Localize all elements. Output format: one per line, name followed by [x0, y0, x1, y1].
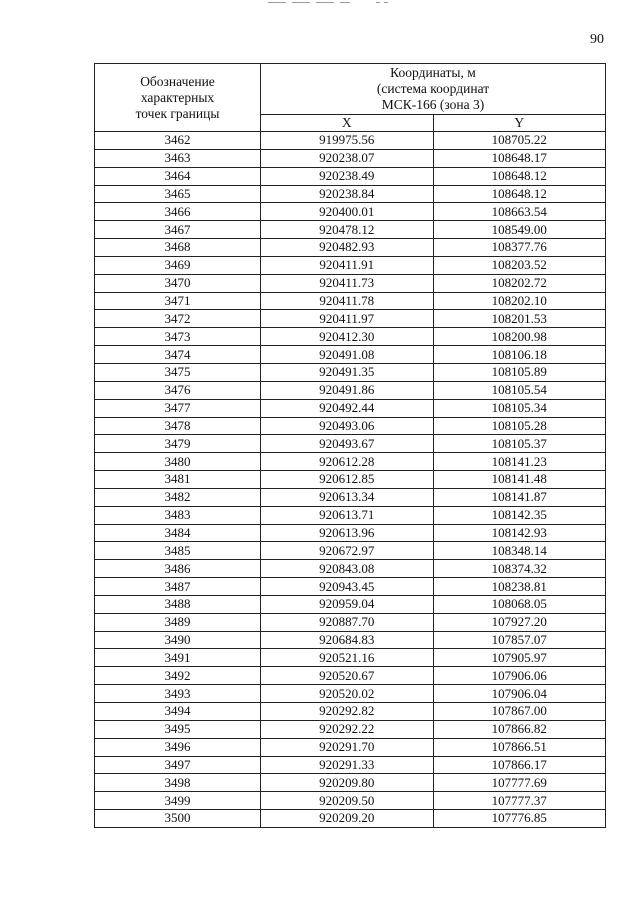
y-coordinate-cell: 107777.37	[433, 792, 606, 810]
x-coordinate-cell: 919975.56	[261, 132, 434, 150]
point-id-cell: 3479	[95, 435, 261, 453]
point-id-cell: 3496	[95, 738, 261, 756]
point-id-cell: 3463	[95, 149, 261, 167]
table-row	[95, 239, 606, 257]
top-edge-marks	[268, 0, 408, 6]
table-row	[95, 256, 606, 274]
table-row	[95, 435, 606, 453]
header-point-line-3: точек границы	[135, 105, 220, 121]
y-coordinate-cell: 108705.22	[433, 132, 606, 150]
table-row	[95, 613, 606, 631]
x-coordinate-cell: 920843.08	[261, 560, 434, 578]
point-id-cell: 3464	[95, 167, 261, 185]
x-coordinate-cell: 920521.16	[261, 649, 434, 667]
x-coordinate-cell: 920493.67	[261, 435, 434, 453]
table-row	[95, 810, 606, 828]
table-row	[95, 720, 606, 738]
table-row	[95, 310, 606, 328]
point-id-cell: 3494	[95, 703, 261, 721]
table-row	[95, 274, 606, 292]
y-coordinate-cell: 108142.35	[433, 506, 606, 524]
x-coordinate-cell: 920520.67	[261, 667, 434, 685]
y-coordinate-cell: 108068.05	[433, 595, 606, 613]
point-id-cell: 3483	[95, 506, 261, 524]
y-coordinate-cell: 108348.14	[433, 542, 606, 560]
header-point-designation	[95, 64, 261, 132]
point-id-cell: 3498	[95, 774, 261, 792]
y-coordinate-cell: 108105.89	[433, 363, 606, 381]
table-row	[95, 649, 606, 667]
y-coordinate-cell: 108141.48	[433, 471, 606, 489]
point-id-cell: 3478	[95, 417, 261, 435]
y-coordinate-cell: 107777.69	[433, 774, 606, 792]
y-coordinate-cell: 108141.87	[433, 488, 606, 506]
table-row	[95, 221, 606, 239]
y-coordinate-cell: 108648.12	[433, 167, 606, 185]
x-coordinate-cell: 920613.71	[261, 506, 434, 524]
table-row	[95, 381, 606, 399]
table-row	[95, 417, 606, 435]
y-coordinate-cell: 108200.98	[433, 328, 606, 346]
header-coords-line-3: МСК-166 (зона 3)	[381, 97, 485, 112]
table-row	[95, 578, 606, 596]
point-id-cell: 3467	[95, 221, 261, 239]
x-coordinate-cell: 920491.86	[261, 381, 434, 399]
y-coordinate-cell: 108648.12	[433, 185, 606, 203]
x-coordinate-cell: 920400.01	[261, 203, 434, 221]
x-coordinate-cell: 920411.97	[261, 310, 434, 328]
y-coordinate-cell: 108141.23	[433, 453, 606, 471]
point-id-cell: 3499	[95, 792, 261, 810]
point-id-cell: 3468	[95, 239, 261, 257]
header-coords-line-1: Координаты, м	[390, 65, 476, 80]
table-row	[95, 471, 606, 489]
x-coordinate-cell: 920238.49	[261, 167, 434, 185]
x-coordinate-cell: 920482.93	[261, 239, 434, 257]
y-coordinate-cell: 107867.00	[433, 703, 606, 721]
table-row	[95, 685, 606, 703]
table-row	[95, 738, 606, 756]
y-coordinate-cell: 108105.28	[433, 417, 606, 435]
x-coordinate-cell: 920209.50	[261, 792, 434, 810]
point-id-cell: 3476	[95, 381, 261, 399]
y-coordinate-cell: 108663.54	[433, 203, 606, 221]
point-id-cell: 3473	[95, 328, 261, 346]
point-id-cell: 3491	[95, 649, 261, 667]
x-coordinate-cell: 920411.91	[261, 256, 434, 274]
y-coordinate-cell: 107905.97	[433, 649, 606, 667]
x-coordinate-cell: 920292.22	[261, 720, 434, 738]
table-row	[95, 167, 606, 185]
header-x: X	[261, 115, 434, 132]
table-row	[95, 453, 606, 471]
table-row	[95, 667, 606, 685]
x-coordinate-cell: 920491.08	[261, 346, 434, 364]
table-row	[95, 488, 606, 506]
point-id-cell: 3474	[95, 346, 261, 364]
table-row	[95, 185, 606, 203]
y-coordinate-cell: 108201.53	[433, 310, 606, 328]
point-id-cell: 3472	[95, 310, 261, 328]
x-coordinate-cell: 920411.78	[261, 292, 434, 310]
table-row	[95, 328, 606, 346]
x-coordinate-cell: 920520.02	[261, 685, 434, 703]
point-id-cell: 3462	[95, 132, 261, 150]
header-coordinates-group	[261, 64, 606, 115]
x-coordinate-cell: 920411.73	[261, 274, 434, 292]
y-coordinate-cell: 107857.07	[433, 631, 606, 649]
header-coords-line-2: (система координат	[376, 81, 490, 96]
table-row	[95, 346, 606, 364]
table-row	[95, 631, 606, 649]
point-id-cell: 3488	[95, 595, 261, 613]
table-row	[95, 792, 606, 810]
y-coordinate-cell: 107927.20	[433, 613, 606, 631]
point-id-cell: 3469	[95, 256, 261, 274]
point-id-cell: 3481	[95, 471, 261, 489]
point-id-cell: 3482	[95, 488, 261, 506]
table-row	[95, 774, 606, 792]
header-y: Y	[433, 115, 606, 132]
x-coordinate-cell: 920612.28	[261, 453, 434, 471]
x-coordinate-cell: 920493.06	[261, 417, 434, 435]
y-coordinate-cell: 107866.51	[433, 738, 606, 756]
x-coordinate-cell: 920238.84	[261, 185, 434, 203]
x-coordinate-cell: 920209.80	[261, 774, 434, 792]
x-coordinate-cell: 920291.70	[261, 738, 434, 756]
x-coordinate-cell: 920613.34	[261, 488, 434, 506]
table-body	[95, 132, 606, 828]
table-row	[95, 595, 606, 613]
point-id-cell: 3489	[95, 613, 261, 631]
y-coordinate-cell: 108202.72	[433, 274, 606, 292]
table-row	[95, 292, 606, 310]
point-id-cell: 3495	[95, 720, 261, 738]
x-coordinate-cell: 920959.04	[261, 595, 434, 613]
table-row	[95, 203, 606, 221]
x-coordinate-cell: 920478.12	[261, 221, 434, 239]
point-id-cell: 3466	[95, 203, 261, 221]
table-row	[95, 560, 606, 578]
y-coordinate-cell: 108203.52	[433, 256, 606, 274]
table-row	[95, 149, 606, 167]
x-coordinate-cell: 920943.45	[261, 578, 434, 596]
y-coordinate-cell: 108106.18	[433, 346, 606, 364]
x-coordinate-cell: 920612.85	[261, 471, 434, 489]
table-row	[95, 524, 606, 542]
header-point-line-1: Обозначение	[140, 73, 215, 89]
y-coordinate-cell: 107906.04	[433, 685, 606, 703]
y-coordinate-cell: 108374.32	[433, 560, 606, 578]
x-coordinate-cell: 920238.07	[261, 149, 434, 167]
table-row	[95, 363, 606, 381]
point-id-cell: 3465	[95, 185, 261, 203]
x-coordinate-cell: 920292.82	[261, 703, 434, 721]
x-coordinate-cell: 920672.97	[261, 542, 434, 560]
y-coordinate-cell: 108105.37	[433, 435, 606, 453]
y-coordinate-cell: 108377.76	[433, 239, 606, 257]
x-coordinate-cell: 920491.35	[261, 363, 434, 381]
table-row	[95, 132, 606, 150]
x-coordinate-cell: 920291.33	[261, 756, 434, 774]
point-id-cell: 3484	[95, 524, 261, 542]
coordinates-table	[94, 63, 606, 828]
y-coordinate-cell: 108105.54	[433, 381, 606, 399]
table-row	[95, 506, 606, 524]
y-coordinate-cell: 107866.82	[433, 720, 606, 738]
x-coordinate-cell: 920613.96	[261, 524, 434, 542]
point-id-cell: 3486	[95, 560, 261, 578]
point-id-cell: 3477	[95, 399, 261, 417]
y-coordinate-cell: 107776.85	[433, 810, 606, 828]
point-id-cell: 3470	[95, 274, 261, 292]
point-id-cell: 3475	[95, 363, 261, 381]
table-row	[95, 399, 606, 417]
y-coordinate-cell: 108549.00	[433, 221, 606, 239]
y-coordinate-cell: 108238.81	[433, 578, 606, 596]
point-id-cell: 3492	[95, 667, 261, 685]
page-number: 90	[590, 32, 604, 47]
header-point-line-2: характерных	[140, 89, 215, 105]
point-id-cell: 3487	[95, 578, 261, 596]
y-coordinate-cell: 107866.17	[433, 756, 606, 774]
x-coordinate-cell: 920492.44	[261, 399, 434, 417]
table-row	[95, 756, 606, 774]
point-id-cell: 3485	[95, 542, 261, 560]
x-coordinate-cell: 920887.70	[261, 613, 434, 631]
table-row	[95, 703, 606, 721]
y-coordinate-cell: 107906.06	[433, 667, 606, 685]
point-id-cell: 3471	[95, 292, 261, 310]
point-id-cell: 3490	[95, 631, 261, 649]
y-coordinate-cell: 108142.93	[433, 524, 606, 542]
y-coordinate-cell: 108648.17	[433, 149, 606, 167]
y-coordinate-cell: 108105.34	[433, 399, 606, 417]
point-id-cell: 3497	[95, 756, 261, 774]
x-coordinate-cell: 920412.30	[261, 328, 434, 346]
point-id-cell: 3480	[95, 453, 261, 471]
point-id-cell: 3493	[95, 685, 261, 703]
point-id-cell: 3500	[95, 810, 261, 828]
table-row	[95, 542, 606, 560]
x-coordinate-cell: 920684.83	[261, 631, 434, 649]
y-coordinate-cell: 108202.10	[433, 292, 606, 310]
x-coordinate-cell: 920209.20	[261, 810, 434, 828]
